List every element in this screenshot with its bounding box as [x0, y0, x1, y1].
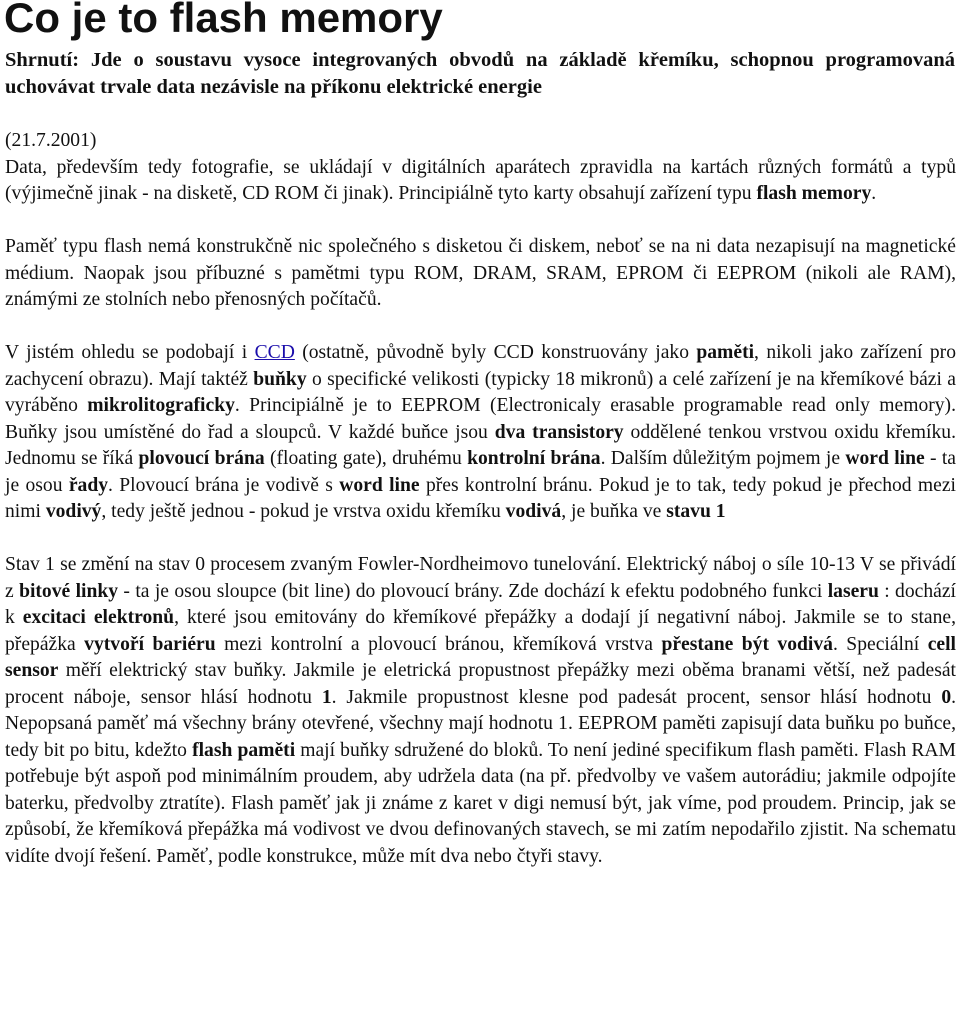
text: .: [871, 183, 877, 204]
text: oddělené tenkou vrstvou oxidu křemíku. Jednomu se říká: [5, 421, 956, 469]
text: o specifické velikosti (typicky 18 mikronů) a celé zařízení je na křemíkové bázi a vyráběno: [5, 368, 956, 416]
bold-term: kontrolní brána: [467, 448, 601, 469]
text: Data, především tedy fotografie, se ukládají v digitálních aparátech zpravidla na kartách různých formátů a typů (výjimečně jinak - na disketě, CD ROM či jinak). Principiálně tyto karty obsahují zařízení typu: [5, 156, 956, 204]
text: . Speciální: [832, 633, 928, 655]
bold-term: paměti: [696, 342, 755, 363]
ccd-link[interactable]: CCD: [254, 342, 295, 363]
text: . Principiálně je to EEPROM (Electronicaly erasable programable read only memory). Buňky jsou umístěné do řad a sloupců. V každé buňce jsou: [5, 395, 956, 443]
text: , které jsou emitovány do křemíkové přepážky a dodají jí negativní náboj. Jakmile se to stane, přepážka: [5, 607, 957, 655]
bold-term: stavu 1: [666, 501, 726, 522]
article-body: [5, 128, 956, 870]
text: (floating gate), druhému: [264, 448, 468, 469]
bold-term: řady: [68, 474, 109, 496]
page-title: Co je to flash memory: [4, 0, 443, 41]
text: mezi kontrolní a plovoucí bránou, křemíková vrstva: [215, 633, 662, 655]
text: Stav 1 se změní na stav 0 procesem zvaným Fowler-Nordheimovo tunelování. Elektrický náboj o síle 10-13 V se přivádí z: [5, 554, 956, 602]
paragraph-flash-vs-disk: Paměť typu flash nemá konstrukčně nic společného s disketou či diskem, neboť se na ni data nezapisují na magnetické médium. Naopak jsou příbuzné s pamětmi typu ROM, DRAM, SRAM, EPROM či EEPROM (nikoli ale RAM), známými ze stolních nebo přenosných počítačů.: [5, 236, 956, 310]
text: - ta je osou sloupce (bit line) do plovoucí brány. Zde dochází k efektu podobného funkci: [118, 580, 828, 602]
paragraph-intro: [5, 155, 956, 208]
bold-term: cell sensor: [5, 633, 956, 681]
text: , nikoli jako zařízení pro zachycení obrazu). Mají taktéž: [5, 342, 956, 390]
text: měří elektrický stav buňky. Jakmile je eletrická propustnost přepážky mezi oběma branami větší, než padesát procent náboje, sensor hlásí hodnotu: [5, 660, 956, 708]
article-date: (21.7.2001): [5, 130, 97, 151]
text: V jistém ohledu se podobají i: [5, 342, 255, 363]
bold-term: 0: [941, 686, 952, 708]
bold-term: přestane být vodivá: [661, 633, 833, 655]
bold-term: vytvoří bariéru: [84, 633, 216, 655]
bold-term: bitové linky: [19, 580, 119, 602]
text: mají buňky sdružené do bloků. To není jediné specifikum flash paměti. Flash RAM potřebuje být aspoň pod minimálním proudem, aby udržela data (na př. předvolby ve vašem autorádiu; jakmile odpojíte baterku, předvolby ztratíte). Flash paměť jak ji známe z karet v digi nemusí být, jak víme, pod proudem. Princip, jak se způsobí, že křemíková přepážka má vodivost ve dvou definovaných stavech, se mi zatím nepodařilo zjistit. Na schematu vidíte dvojí řešení. Paměť, podle konstrukce, může mít dva nebo čtyři stavy.: [5, 739, 956, 867]
bold-term: flash memory: [756, 183, 872, 204]
bold-term: word line: [845, 448, 925, 469]
text: (ostatně, původně byly CCD konstruovány jako: [294, 342, 697, 363]
bold-term: flash paměti: [192, 739, 296, 761]
paragraph-ccd: [5, 340, 956, 526]
bold-term: mikrolitograficky: [87, 395, 235, 416]
bold-term: 1: [321, 686, 332, 708]
text: : dochází k: [5, 580, 956, 628]
text: , je buňka ve: [561, 501, 667, 522]
text: přes kontrolní bránu. Pokud je to tak, tedy pokud je přechod mezi nimi: [5, 474, 957, 522]
text: - ta je osou: [5, 448, 957, 496]
text: . Jakmile propustnost klesne pod padesát procent, sensor hlásí hodnotu: [331, 686, 942, 708]
text: . Plovoucí brána je vodivě s: [108, 474, 340, 496]
bold-term: buňky: [253, 368, 307, 390]
text: . Dalším důležitým pojmem je: [600, 448, 846, 469]
bold-term: word line: [339, 474, 420, 496]
paragraph-tunneling: [5, 552, 956, 870]
bold-term: dva transistory: [494, 421, 624, 443]
text: . Nepopsaná paměť má všechny brány otevřené, všechny mají hodnotu 1. EEPROM paměti zapisují data buňku po buňce, tedy bit po bitu, kdežto: [5, 686, 957, 761]
bold-term: excitaci elektronů: [22, 607, 175, 628]
bold-term: plovoucí brána: [138, 448, 265, 469]
bold-term: vodivá: [505, 501, 562, 522]
bold-term: vodivý: [45, 501, 102, 522]
summary: Shrnutí: Jde o soustavu vysoce integrovaných obvodů na základě křemíku, schopnou programovaná uchovávat trvale data nezávisle na příkonu elektrické energie: [5, 49, 955, 98]
text: , tedy ještě jednou - pokud je vrstva oxidu křemíku: [101, 501, 506, 522]
bold-term: laseru: [827, 580, 879, 602]
